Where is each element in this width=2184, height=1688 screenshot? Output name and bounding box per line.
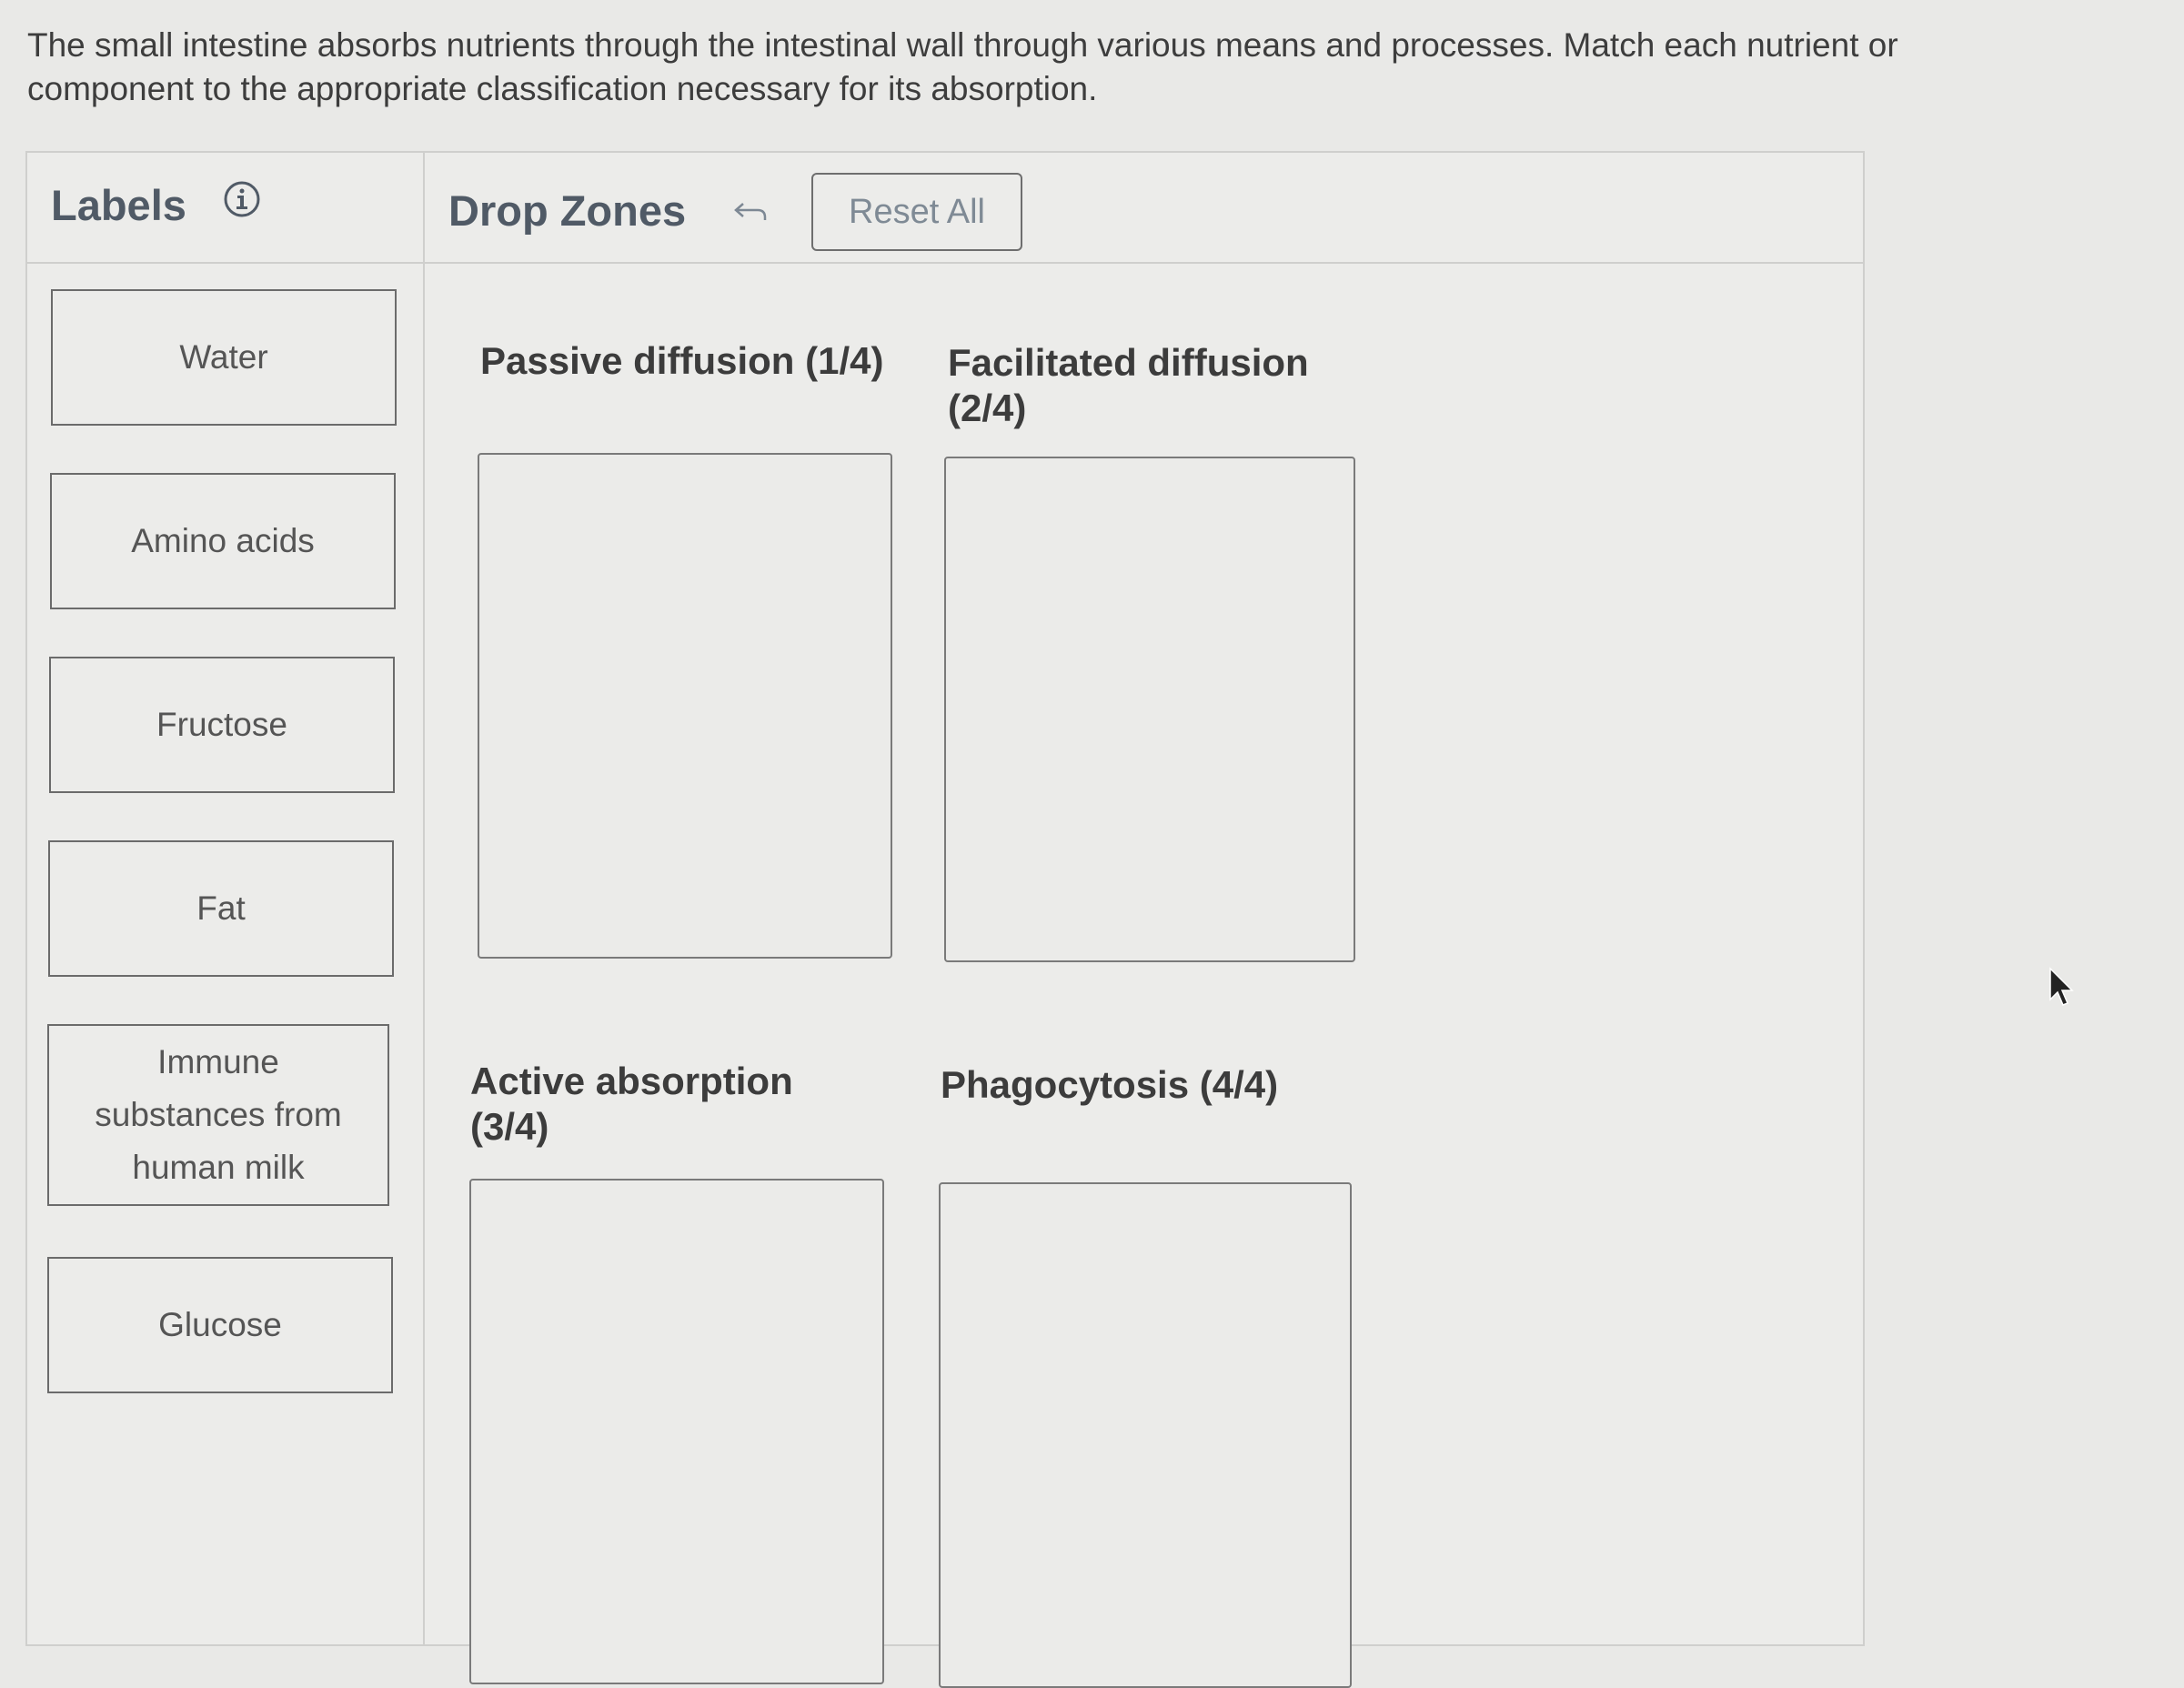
label-text: Water bbox=[179, 338, 268, 376]
drop-zone-facilitated-diffusion[interactable] bbox=[944, 457, 1355, 962]
matching-panel bbox=[25, 151, 1865, 1646]
label-card-glucose[interactable] bbox=[47, 1257, 393, 1393]
drop-zone-active-absorption[interactable] bbox=[469, 1179, 884, 1684]
label-card-fructose[interactable] bbox=[49, 657, 395, 793]
label-card-fat[interactable] bbox=[48, 840, 394, 977]
zone-title-passive-diffusion: Passive diffusion (1/4) bbox=[480, 339, 884, 382]
label-card-immune-substances[interactable] bbox=[47, 1024, 389, 1206]
instructions-text: The small intestine absorbs nutrients through the intestinal wall through various means and processes. Match each nutrient or component to the appropriate classification necessary for its absorption. bbox=[27, 26, 1898, 107]
labels-column bbox=[27, 153, 425, 1644]
label-text: Fat bbox=[196, 889, 246, 927]
zone-title-facilitated-diffusion: Facilitated diffusion (2/4) bbox=[948, 341, 1309, 429]
label-card-amino-acids[interactable] bbox=[50, 473, 396, 609]
drop-zones-heading: Drop Zones bbox=[448, 186, 687, 235]
reset-all-button[interactable]: Reset All bbox=[811, 173, 1022, 251]
mouse-cursor-icon bbox=[2048, 967, 2078, 1009]
label-text: Fructose bbox=[156, 706, 287, 743]
zone-title-phagocytosis: Phagocytosis (4/4) bbox=[941, 1063, 1279, 1106]
label-text: Glucose bbox=[158, 1306, 282, 1343]
undo-arrow-icon[interactable] bbox=[732, 198, 769, 226]
label-text: Immune substances from human milk bbox=[95, 1043, 342, 1186]
info-circle-icon[interactable] bbox=[223, 180, 261, 218]
label-card-water[interactable] bbox=[51, 289, 397, 426]
zone-title-active-absorption: Active absorption (3/4) bbox=[470, 1060, 793, 1148]
label-text: Amino acids bbox=[131, 522, 315, 559]
drop-zone-passive-diffusion[interactable] bbox=[478, 453, 892, 959]
drop-zone-phagocytosis[interactable] bbox=[939, 1182, 1352, 1688]
labels-heading: Labels bbox=[51, 181, 186, 229]
